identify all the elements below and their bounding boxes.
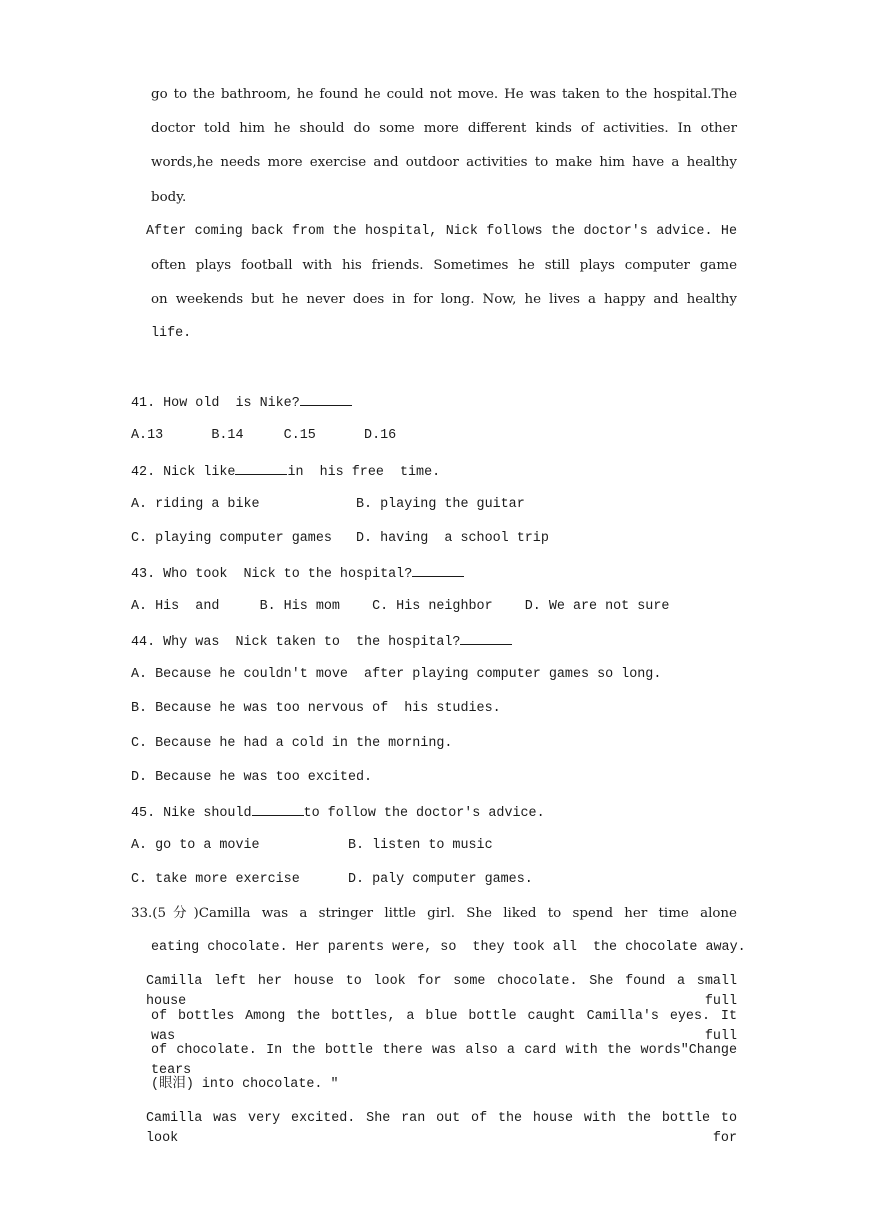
answer-blank-44 (460, 631, 512, 645)
passage2-line-6: (眼泪) into chocolate. " (151, 1077, 339, 1092)
question-45-stem-end: to follow the doctor's advice. (303, 806, 545, 821)
question-45 (131, 802, 545, 824)
question-41-options: A.13 B.14 C.15 D.16 (131, 428, 397, 443)
question-43-stem: 43. Who took Nick to the hospital? (131, 567, 413, 582)
passage1-line-2: doctor told him he should do some more different kinds of activities. In other (151, 121, 737, 136)
question-43-options: A. His and B. His mom C. His neighbor D. We are not sure (131, 599, 670, 614)
passage1-line-1: go to the bathroom, he found he could not move. He was taken to the hospital.The (151, 87, 737, 102)
question-42-options-ab: A. riding a bike B. playing the guitar (131, 497, 525, 512)
question-44-option-a: A. Because he couldn't move after playing computer games so long. (131, 667, 662, 682)
question-45-stem-start: 45. Nike should (131, 806, 252, 821)
passage2-line-4: of bottles Among the bottles, a blue bottle caught Camilla's eyes. It was full (151, 1009, 737, 1044)
passage2-line-7: Camilla was very excited. She ran out of the house with the bottle to look for (146, 1111, 737, 1146)
answer-blank-45 (252, 802, 304, 816)
passage1-line-5: After coming back from the hospital, Nick follows the doctor's advice. He (146, 224, 737, 239)
question-41 (131, 392, 352, 414)
question-44-option-b: B. Because he was too nervous of his studies. (131, 701, 501, 716)
question-43 (131, 563, 464, 585)
passage2-line-2: eating chocolate. Her parents were, so they took all the chocolate away. (151, 940, 746, 955)
answer-blank-41 (300, 392, 352, 406)
question-42 (131, 461, 440, 483)
question-42-options-cd: C. playing computer games D. having a school trip (131, 531, 549, 546)
passage1-line-8: life. (151, 326, 192, 341)
answer-blank-42 (235, 461, 287, 475)
passage1-line-7: on weekends but he never does in for long. Now, he lives a happy and healthy (151, 292, 737, 307)
question-44-stem: 44. Why was Nick taken to the hospital? (131, 635, 461, 650)
question-44 (131, 631, 512, 653)
passage2-line-1: 33.(5分)Camilla was a stringer little girl. She liked to spend her time alone (131, 906, 737, 921)
question-41-stem: 41. How old is Nike? (131, 396, 300, 411)
question-42-stem-end: in his free time. (287, 465, 441, 480)
answer-blank-43 (412, 563, 464, 577)
passage2-line-3: Camilla left her house to look for some chocolate. She found a small house full (146, 974, 737, 1009)
passage1-line-6: often plays football with his friends. Sometimes he still plays computer game (151, 258, 737, 273)
question-45-options-cd: C. take more exercise D. paly computer games. (131, 872, 533, 887)
question-44-option-d: D. Because he was too excited. (131, 770, 373, 785)
passage1-line-4: body. (151, 190, 187, 205)
question-44-option-c: C. Because he had a cold in the morning. (131, 736, 453, 751)
passage1-line-3: words,he needs more exercise and outdoor activities to make him have a healthy (151, 155, 737, 170)
question-45-options-ab: A. go to a movie B. listen to music (131, 838, 493, 853)
question-42-stem-start: 42. Nick like (131, 465, 236, 480)
passage2-line-5: of chocolate. In the bottle there was also a card with the words"Change tears (151, 1043, 737, 1078)
